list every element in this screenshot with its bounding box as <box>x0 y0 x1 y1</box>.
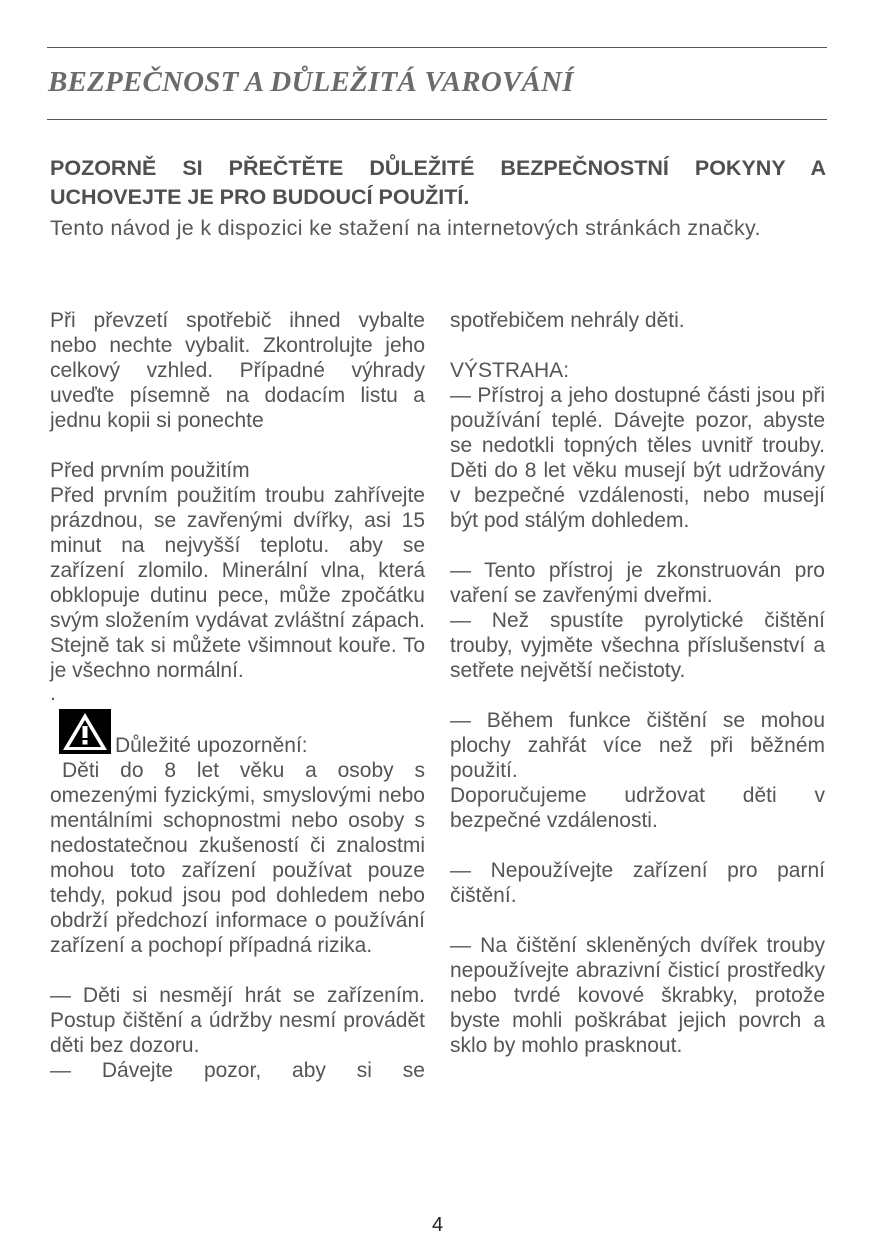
careful-paragraph-end: spotřebičem nehrály děti. <box>450 309 685 332</box>
careful-paragraph-start: — Dávejte pozor, aby si se <box>50 1059 425 1082</box>
spacer <box>450 908 825 933</box>
section-title: BEZPEČNOST A DŮLEŽITÁ VAROVÁNÍ <box>48 66 574 98</box>
download-note: Tento návod je k dispozici ke stažení na internetových stránkách značky. <box>50 216 761 240</box>
spacer <box>450 683 825 708</box>
closed-doors-paragraph: — Tento přístroj je zkonstruován pro vaření se zavřenými dveřmi. <box>450 559 825 607</box>
children-play-paragraph: — Děti si nesmějí hrát se zařízením. Postup čištění a údržby nesmí provádět děti bez dozoru. <box>50 984 425 1057</box>
spacer <box>450 533 825 558</box>
top-rule <box>47 47 827 48</box>
warning-triangle-icon <box>59 709 111 754</box>
warning-label: VÝSTRAHA: <box>450 359 570 382</box>
glass-door-paragraph: — Na čištění skleněných dvířek trouby nepoužívejte abrazivní čisticí prostředky nebo tvrdé kovové škrabky, protože byste mohli poškrábat jejich povrch a sklo by mohlo prasknout. <box>450 934 825 1057</box>
spacer <box>50 958 425 983</box>
safety-warning-heading: POZORNĚ SI PŘEČTĚTE DŮLEŽITÉ BEZPEČNOSTNÍ POKYNY A UCHOVEJTE JE PRO BUDOUCÍ POUŽITÍ. <box>50 156 826 209</box>
no-steam-paragraph: — Nepoužívejte zařízení pro parní čištění. <box>450 859 825 907</box>
stray-dot: . <box>50 682 56 705</box>
surfaces-hot-paragraph: — Během funkce čištění se mohou plochy zahřát více než při běžném použití. <box>450 709 825 782</box>
pyrolytic-paragraph: — Než spustíte pyrolytické čištění trouby, vyjměte všechna příslušenství a setřete největší nečistoty. <box>450 609 825 682</box>
spacer <box>50 433 425 458</box>
children-supervision-paragraph: Děti do 8 let věku a osoby s omezenými fyzickými, smyslovými nebo mentálními schopnostmi nebo osoby s nedostatečnou zkušeností či znalostmi mohou toto zařízení používat pouze tehdy, pokud jsou pod dohledem nebo obdrží předchozí informace o používání zařízení a pochopí případná rizika. <box>50 759 425 957</box>
left-column <box>50 308 425 1083</box>
intro-block <box>50 154 826 243</box>
keep-distance-paragraph: Doporučujeme udržovat děti v bezpečné vzdálenosti. <box>450 784 825 832</box>
important-notice <box>50 708 425 758</box>
first-use-paragraph: Před prvním použitím troubu zahřívejte prázdnou, se zavřenými dvířky, asi 15 minut na nejvyšší teplotu. aby se zařízení zlomilo. Minerální vlna, která obklopuje dutinu pece, může zpočátku svým složením vydávat zvláštní zápach. Stejně tak si můžete všimnout kouře. To je všechno normální. <box>50 484 425 682</box>
hot-parts-paragraph: — Přístroj a jeho dostupné části jsou při používání teplé. Dávejte pozor, abyste se nedotkli topných těles uvnitř trouby. Děti do 8 let věku musejí být udržovány v bezpečné vzdálenosti, nebo musejí být pod stálým dohledem. <box>450 384 825 532</box>
unpacking-paragraph: Při převzetí spotřebič ihned vybalte nebo nechte vybalit. Zkontrolujte jeho celkový vzhled. Případné výhrady uveďte písemně na dodacím listu a jednu kopii si ponechte <box>50 309 425 432</box>
right-column <box>450 308 825 1058</box>
spacer <box>450 333 825 358</box>
spacer <box>450 833 825 858</box>
page-number: 4 <box>431 1214 444 1236</box>
important-notice-label: Důležité upozornění: <box>115 734 308 757</box>
first-use-heading: Před prvním použitím <box>50 459 250 482</box>
title-bottom-rule <box>47 119 827 120</box>
